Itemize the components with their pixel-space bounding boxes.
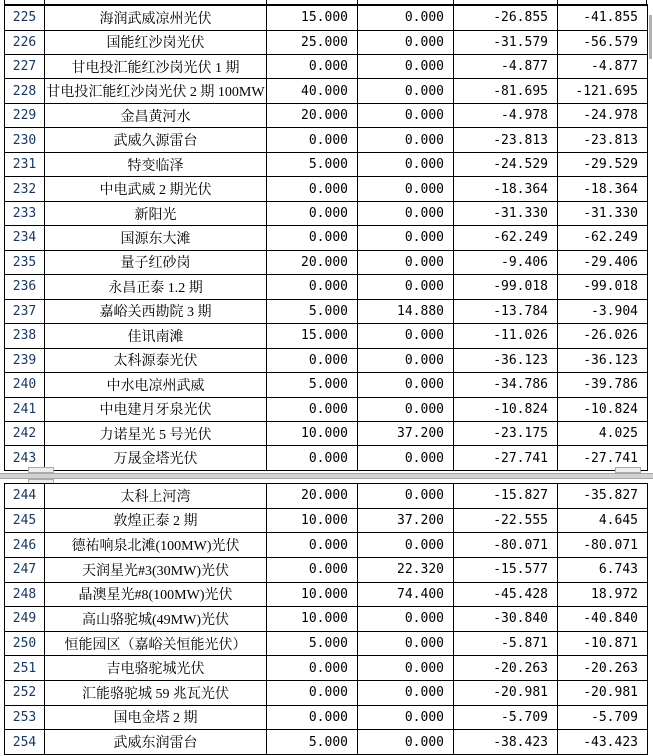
plant-name-cell[interactable]: 敦煌正泰 2 期: [45, 508, 267, 533]
value-2-cell[interactable]: 37.200: [358, 508, 454, 533]
row-number-cell[interactable]: 248: [5, 582, 45, 607]
value-2-cell[interactable]: 0.000: [358, 103, 454, 127]
row-number-cell[interactable]: 243: [5, 446, 45, 471]
value-3-cell[interactable]: -23.175: [454, 422, 558, 446]
value-2-cell[interactable]: 0.000: [358, 446, 454, 471]
value-1-cell[interactable]: 5.000: [267, 631, 358, 656]
value-1-cell[interactable]: 20.000: [267, 103, 358, 127]
value-3-cell[interactable]: -62.249: [454, 226, 558, 250]
plant-name-cell[interactable]: 恒能园区（嘉峪关恒能光伏）: [45, 631, 267, 656]
value-2-cell[interactable]: 0.000: [358, 250, 454, 274]
table-row: [5, 103, 648, 127]
value-1-cell[interactable]: 25.000: [267, 30, 358, 54]
value-3-cell[interactable]: -30.840: [454, 607, 558, 632]
plant-name-cell[interactable]: 量子红砂岗: [45, 250, 267, 274]
value-2-cell[interactable]: 0.000: [358, 656, 454, 681]
value-3-cell[interactable]: -24.529: [454, 152, 558, 176]
value-1-cell[interactable]: 0.000: [267, 533, 358, 558]
table-row: [5, 397, 648, 421]
value-4-cell[interactable]: -56.579: [558, 30, 648, 54]
plant-name-cell[interactable]: 中水电凉州武威: [45, 373, 267, 397]
value-4-cell[interactable]: 4.025: [558, 422, 648, 446]
value-1-cell[interactable]: 15.000: [267, 324, 358, 348]
row-number-cell[interactable]: 251: [5, 656, 45, 681]
table-row: [5, 631, 648, 656]
value-1-cell[interactable]: 0.000: [267, 226, 358, 250]
value-3-cell[interactable]: -18.364: [454, 177, 558, 201]
value-4-cell[interactable]: -41.855: [558, 5, 648, 30]
table-row: [5, 54, 648, 78]
plant-name-cell[interactable]: 力诺星光 5 号光伏: [45, 422, 267, 446]
row-number-cell[interactable]: 238: [5, 324, 45, 348]
table-row: [5, 348, 648, 372]
value-1-cell[interactable]: 0.000: [267, 54, 358, 78]
row-number-cell[interactable]: 226: [5, 30, 45, 54]
row-number-cell[interactable]: 232: [5, 177, 45, 201]
plant-name-cell[interactable]: 中电武威 2 期光伏: [45, 177, 267, 201]
plant-name-cell[interactable]: 太科上河湾: [45, 484, 267, 509]
value-3-cell[interactable]: -5.709: [454, 705, 558, 730]
value-1-cell[interactable]: 0.000: [267, 275, 358, 299]
value-2-cell[interactable]: 0.000: [358, 533, 454, 558]
value-4-cell[interactable]: -3.904: [558, 299, 648, 323]
row-number-cell[interactable]: 236: [5, 275, 45, 299]
value-1-cell[interactable]: 10.000: [267, 607, 358, 632]
value-4-cell[interactable]: -121.695: [558, 79, 648, 103]
table-row: [5, 422, 648, 446]
value-3-cell[interactable]: -5.871: [454, 631, 558, 656]
value-4-cell[interactable]: -62.249: [558, 226, 648, 250]
row-number-cell[interactable]: 228: [5, 79, 45, 103]
row-number-cell[interactable]: 237: [5, 299, 45, 323]
value-3-cell[interactable]: -4.877: [454, 54, 558, 78]
row-number-cell[interactable]: 241: [5, 397, 45, 421]
table-row: [5, 299, 648, 323]
plant-name-cell[interactable]: 新阳光: [45, 201, 267, 225]
value-2-cell[interactable]: 14.880: [358, 299, 454, 323]
value-1-cell[interactable]: 0.000: [267, 201, 358, 225]
plant-table-page2: [4, 483, 648, 755]
value-3-cell[interactable]: -26.855: [454, 5, 558, 30]
value-3-cell[interactable]: -20.981: [454, 681, 558, 706]
plant-name-cell[interactable]: 国能红沙岗光伏: [45, 30, 267, 54]
value-2-cell[interactable]: 0.000: [358, 54, 454, 78]
value-2-cell[interactable]: 0.000: [358, 681, 454, 706]
value-4-cell[interactable]: -10.871: [558, 631, 648, 656]
row-number-cell[interactable]: 233: [5, 201, 45, 225]
value-2-cell[interactable]: 0.000: [358, 730, 454, 755]
table-row: [5, 656, 648, 681]
table-row: [5, 484, 648, 509]
plant-name-cell[interactable]: 万晟金塔光伏: [45, 446, 267, 471]
value-2-cell[interactable]: 0.000: [358, 705, 454, 730]
value-2-cell[interactable]: 0.000: [358, 607, 454, 632]
value-2-cell[interactable]: 0.000: [358, 128, 454, 152]
value-1-cell[interactable]: 20.000: [267, 250, 358, 274]
row-number-cell[interactable]: 240: [5, 373, 45, 397]
value-4-cell[interactable]: -18.364: [558, 177, 648, 201]
table-row: [5, 79, 648, 103]
value-4-cell[interactable]: -20.263: [558, 656, 648, 681]
value-3-cell[interactable]: -15.827: [454, 484, 558, 509]
plant-name-cell[interactable]: 太科源泰光伏: [45, 348, 267, 372]
row-number-cell[interactable]: 227: [5, 54, 45, 78]
value-2-cell[interactable]: 0.000: [358, 201, 454, 225]
plant-name-cell[interactable]: 高山骆驼城(49MW)光伏: [45, 607, 267, 632]
value-4-cell[interactable]: -39.786: [558, 373, 648, 397]
value-4-cell[interactable]: 6.743: [558, 557, 648, 582]
value-3-cell[interactable]: -81.695: [454, 79, 558, 103]
table-row: [5, 30, 648, 54]
row-number-cell[interactable]: 231: [5, 152, 45, 176]
table-row: [5, 607, 648, 632]
row-number-cell[interactable]: 239: [5, 348, 45, 372]
value-4-cell[interactable]: -24.978: [558, 103, 648, 127]
table-row: [5, 582, 648, 607]
plant-name-cell[interactable]: 吉电骆驼城光伏: [45, 656, 267, 681]
value-1-cell[interactable]: 0.000: [267, 177, 358, 201]
value-1-cell[interactable]: 0.000: [267, 128, 358, 152]
value-1-cell[interactable]: 5.000: [267, 299, 358, 323]
row-number-cell[interactable]: 249: [5, 607, 45, 632]
value-3-cell[interactable]: -11.026: [454, 324, 558, 348]
value-2-cell[interactable]: 0.000: [358, 631, 454, 656]
row-number-cell[interactable]: 229: [5, 103, 45, 127]
value-1-cell[interactable]: 5.000: [267, 152, 358, 176]
table-row: [5, 152, 648, 176]
value-4-cell[interactable]: -35.827: [558, 484, 648, 509]
value-3-cell[interactable]: -38.423: [454, 730, 558, 755]
value-2-cell[interactable]: 0.000: [358, 177, 454, 201]
plant-name-cell[interactable]: 嘉峪关西勘院 3 期: [45, 299, 267, 323]
value-2-cell[interactable]: 0.000: [358, 397, 454, 421]
value-2-cell[interactable]: 0.000: [358, 79, 454, 103]
value-1-cell[interactable]: 5.000: [267, 730, 358, 755]
row-number-cell[interactable]: 247: [5, 557, 45, 582]
plant-name-cell[interactable]: 海润武威凉州光伏: [45, 5, 267, 30]
value-4-cell[interactable]: -43.423: [558, 730, 648, 755]
value-1-cell[interactable]: 0.000: [267, 397, 358, 421]
plant-name-cell[interactable]: 佳讯南滩: [45, 324, 267, 348]
value-4-cell[interactable]: -40.840: [558, 607, 648, 632]
plant-name-cell[interactable]: 德祐响泉北滩(100MW)光伏: [45, 533, 267, 558]
value-4-cell[interactable]: -5.709: [558, 705, 648, 730]
value-2-cell[interactable]: 0.000: [358, 324, 454, 348]
value-2-cell[interactable]: 0.000: [358, 5, 454, 30]
plant-name-cell[interactable]: 武威久源雷台: [45, 128, 267, 152]
value-2-cell[interactable]: 0.000: [358, 484, 454, 509]
table-row: [5, 373, 648, 397]
value-2-cell[interactable]: 0.000: [358, 152, 454, 176]
row-number-cell[interactable]: 234: [5, 226, 45, 250]
table-row: [5, 324, 648, 348]
value-3-cell[interactable]: -45.428: [454, 582, 558, 607]
value-2-cell[interactable]: 74.400: [358, 582, 454, 607]
table-row: [5, 275, 648, 299]
value-1-cell[interactable]: 40.000: [267, 79, 358, 103]
value-3-cell[interactable]: -13.784: [454, 299, 558, 323]
value-4-cell[interactable]: -29.529: [558, 152, 648, 176]
value-1-cell[interactable]: 0.000: [267, 446, 358, 471]
value-4-cell[interactable]: -29.406: [558, 250, 648, 274]
value-4-cell[interactable]: -26.026: [558, 324, 648, 348]
plant-name-cell[interactable]: 金昌黄河水: [45, 103, 267, 127]
plant-name-cell[interactable]: 天润星光#3(30MW)光伏: [45, 557, 267, 582]
value-3-cell[interactable]: -27.741: [454, 446, 558, 471]
value-3-cell[interactable]: -20.263: [454, 656, 558, 681]
value-4-cell[interactable]: -4.877: [558, 54, 648, 78]
value-3-cell[interactable]: -36.123: [454, 348, 558, 372]
value-1-cell[interactable]: 20.000: [267, 484, 358, 509]
table-row: [5, 730, 648, 755]
plant-name-cell[interactable]: 永昌正泰 1.2 期: [45, 275, 267, 299]
value-3-cell[interactable]: -34.786: [454, 373, 558, 397]
value-2-cell[interactable]: 0.000: [358, 373, 454, 397]
value-1-cell[interactable]: 0.000: [267, 681, 358, 706]
value-3-cell[interactable]: -10.824: [454, 397, 558, 421]
value-4-cell[interactable]: 18.972: [558, 582, 648, 607]
plant-name-cell[interactable]: 特变临泽: [45, 152, 267, 176]
plant-name-cell[interactable]: 国源东大滩: [45, 226, 267, 250]
row-number-cell[interactable]: 253: [5, 705, 45, 730]
value-1-cell[interactable]: 0.000: [267, 705, 358, 730]
table-row: [5, 446, 648, 471]
table-row: [5, 128, 648, 152]
table-row: [5, 533, 648, 558]
value-1-cell[interactable]: 15.000: [267, 5, 358, 30]
table-row: [5, 5, 648, 30]
value-2-cell[interactable]: 22.320: [358, 557, 454, 582]
value-1-cell[interactable]: 5.000: [267, 373, 358, 397]
value-1-cell[interactable]: 0.000: [267, 656, 358, 681]
value-4-cell[interactable]: -36.123: [558, 348, 648, 372]
value-1-cell[interactable]: 10.000: [267, 422, 358, 446]
plant-name-cell[interactable]: 甘电投汇能红沙岗光伏 2 期 100MW: [45, 79, 267, 103]
value-3-cell[interactable]: -4.978: [454, 103, 558, 127]
plant-name-cell[interactable]: 晶澳星光#8(100MW)光伏: [45, 582, 267, 607]
table-row: [5, 201, 648, 225]
value-4-cell[interactable]: -10.824: [558, 397, 648, 421]
row-number-cell[interactable]: 246: [5, 533, 45, 558]
plant-name-cell[interactable]: 汇能骆驼城 59 兆瓦光伏: [45, 681, 267, 706]
value-4-cell[interactable]: -23.813: [558, 128, 648, 152]
row-number-cell[interactable]: 225: [5, 5, 45, 30]
page-margin-handle: [615, 467, 641, 473]
value-3-cell[interactable]: -80.071: [454, 533, 558, 558]
value-4-cell[interactable]: 4.645: [558, 508, 648, 533]
value-3-cell[interactable]: -31.579: [454, 30, 558, 54]
plant-name-cell[interactable]: 中电建月牙泉光伏: [45, 397, 267, 421]
plant-name-cell[interactable]: 国电金塔 2 期: [45, 705, 267, 730]
table-row: [5, 250, 648, 274]
value-2-cell[interactable]: 0.000: [358, 348, 454, 372]
value-3-cell[interactable]: -23.813: [454, 128, 558, 152]
page-margin-handle: [28, 467, 54, 473]
value-3-cell[interactable]: -22.555: [454, 508, 558, 533]
row-number-cell[interactable]: 242: [5, 422, 45, 446]
plant-name-cell[interactable]: 甘电投汇能红沙岗光伏 1 期: [45, 54, 267, 78]
value-3-cell[interactable]: -99.018: [454, 275, 558, 299]
value-1-cell[interactable]: 10.000: [267, 508, 358, 533]
row-number-cell[interactable]: 235: [5, 250, 45, 274]
value-3-cell[interactable]: -9.406: [454, 250, 558, 274]
table-row: [5, 681, 648, 706]
row-number-cell[interactable]: 250: [5, 631, 45, 656]
plant-name-cell[interactable]: 武威东润雷台: [45, 730, 267, 755]
row-number-cell[interactable]: 245: [5, 508, 45, 533]
value-3-cell[interactable]: -31.330: [454, 201, 558, 225]
value-4-cell[interactable]: -27.741: [558, 446, 648, 471]
page-break-separator: [0, 473, 653, 479]
table-row: [5, 508, 648, 533]
table-row: [5, 226, 648, 250]
plant-table-page1: [4, 4, 648, 471]
table-row: [5, 705, 648, 730]
value-2-cell[interactable]: 37.200: [358, 422, 454, 446]
value-1-cell[interactable]: 10.000: [267, 582, 358, 607]
value-3-cell[interactable]: -15.577: [454, 557, 558, 582]
value-1-cell[interactable]: 0.000: [267, 557, 358, 582]
value-4-cell[interactable]: -99.018: [558, 275, 648, 299]
value-4-cell[interactable]: -80.071: [558, 533, 648, 558]
scrollbar[interactable]: [649, 15, 652, 59]
row-number-cell[interactable]: 230: [5, 128, 45, 152]
value-1-cell[interactable]: 0.000: [267, 348, 358, 372]
value-2-cell[interactable]: 0.000: [358, 30, 454, 54]
row-number-cell[interactable]: 244: [5, 484, 45, 509]
row-number-cell[interactable]: 252: [5, 681, 45, 706]
value-4-cell[interactable]: -20.981: [558, 681, 648, 706]
value-4-cell[interactable]: -31.330: [558, 201, 648, 225]
row-number-cell[interactable]: 254: [5, 730, 45, 755]
table-row: [5, 177, 648, 201]
value-2-cell[interactable]: 0.000: [358, 226, 454, 250]
value-2-cell[interactable]: 0.000: [358, 275, 454, 299]
table-row: [5, 557, 648, 582]
